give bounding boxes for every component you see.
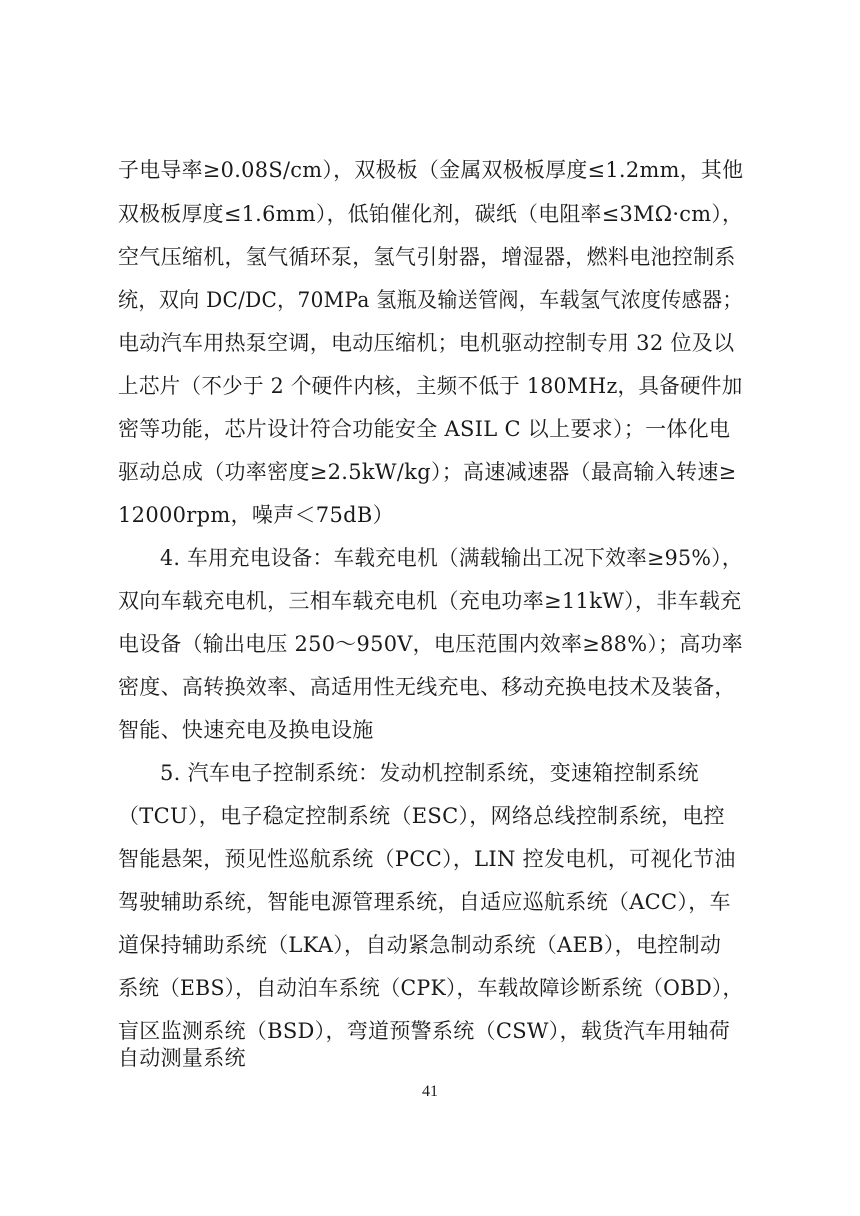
text-line: 上芯片（不少于 2 个硬件内核，主频不低于 180MHz，具备硬件加 [118, 374, 743, 398]
text-line: 统，双向 DC/DC，70MPa 氢瓶及输送管阀，车载氢气浓度传感器； [118, 288, 743, 312]
page-number: 41 [422, 1083, 438, 1100]
text-line: （TCU），电子稳定控制系统（ESC），网络总线控制系统，电控 [118, 804, 725, 828]
text-line: 子电导率≥0.08S/cm），双极板（金属双极板厚度≤1.2mm，其他 [118, 158, 744, 182]
text-line: 道保持辅助系统（LKA），自动紧急制动系统（AEB），电控制动 [118, 933, 722, 957]
paragraph-heading-5: 5. 汽车电子控制系统：发动机控制系统，变速箱控制系统 [160, 761, 699, 785]
text-line: 系统（EBS），自动泊车系统（CPK），车载故障诊断系统（OBD）， [118, 976, 744, 1000]
text-line: 空气压缩机，氢气循环泵，氢气引射器，增湿器，燃料电池控制系 [118, 245, 736, 269]
text-line: 双极板厚度≤1.6mm），低铂催化剂，碳纸（电阻率≤3MΩ·cm）， [118, 202, 744, 226]
text-line: 密度、高转换效率、高适用性无线充电、移动充换电技术及装备， [118, 675, 736, 699]
text-line: 双向车载充电机，三相车载充电机（充电功率≥11kW），非车载充 [118, 589, 742, 613]
text-line: 电动汽车用热泵空调，电动压缩机；电机驱动控制专用 32 位及以 [118, 331, 735, 355]
text-line: 盲区监测系统（BSD），弯道预警系统（CSW），载货汽车用轴荷 [118, 1019, 730, 1043]
text-line: 智能悬架，预见性巡航系统（PCC），LIN 控发电机，可视化节油 [118, 847, 736, 871]
text-line: 12000rpm，噪声＜75dB） [118, 503, 394, 527]
text-line: 密等功能，芯片设计符合功能安全 ASIL C 以上要求）；一体化电 [118, 417, 731, 441]
text-line: 驾驶辅助系统，智能电源管理系统，自适应巡航系统（ACC），车 [118, 890, 731, 914]
text-line: 智能、快速充电及换电设施 [118, 718, 374, 742]
text-line: 自动测量系统 [118, 1046, 246, 1070]
text-line: 电设备（输出电压 250～950V，电压范围内效率≥88%）；高功率 [118, 632, 743, 656]
paragraph-heading-4: 4. 车用充电设备：车载充电机（满载输出工况下效率≥95%）， [160, 546, 743, 570]
text-line: 驱动总成（功率密度≥2.5kW/kg）；高速减速器（最高输入转速≥ [118, 460, 737, 484]
